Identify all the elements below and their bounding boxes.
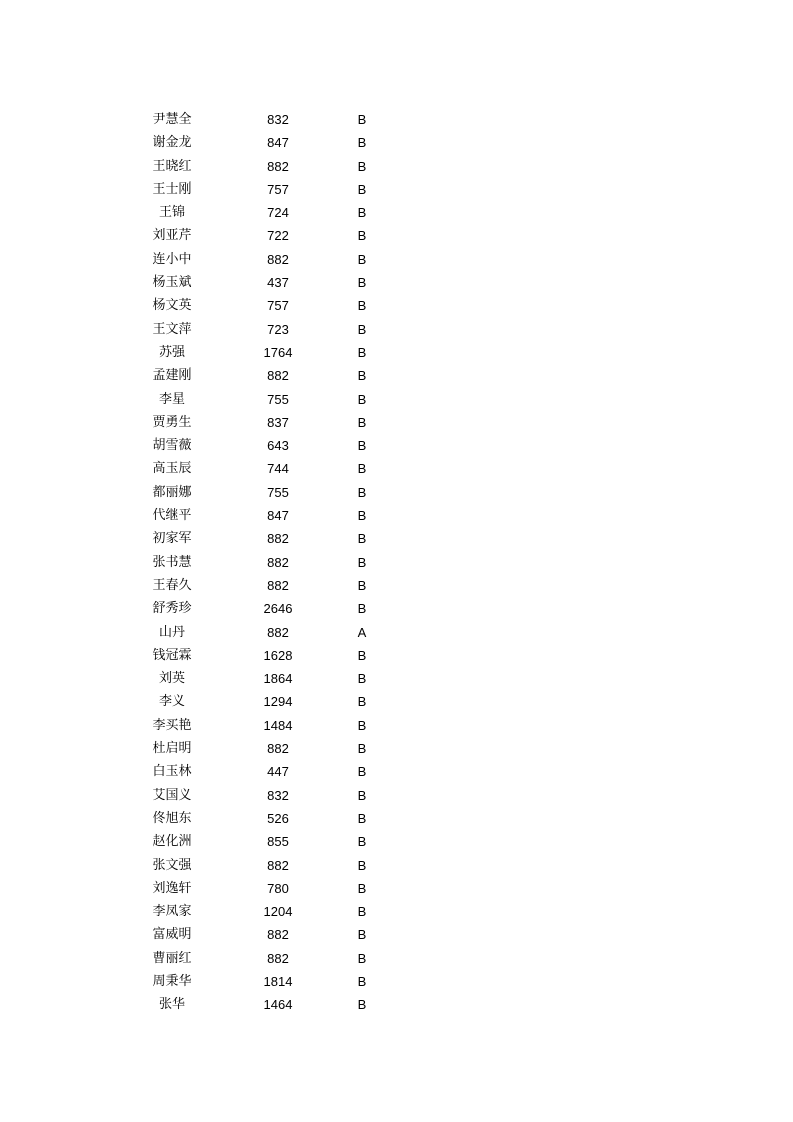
grade-cell: B [357, 694, 367, 710]
amount-cell: 723 [267, 321, 289, 337]
amount-cell: 882 [267, 927, 289, 943]
table-row [0, 923, 793, 946]
table-row [0, 597, 793, 620]
table-row [0, 667, 793, 690]
table-row [0, 364, 793, 387]
grade-cell: B [357, 647, 367, 663]
name-cell: 舒秀珍 [152, 601, 192, 617]
name-cell: 李义 [158, 694, 185, 710]
grade-cell: B [357, 997, 367, 1013]
table-row [0, 388, 793, 411]
name-cell: 曹丽红 [152, 950, 192, 966]
grade-cell: B [357, 973, 367, 989]
data-table [0, 108, 793, 1017]
amount-cell: 882 [267, 251, 289, 267]
table-row [0, 807, 793, 830]
table-row [0, 947, 793, 970]
amount-cell: 1484 [263, 717, 293, 733]
grade-cell: B [357, 880, 367, 896]
amount-cell: 882 [267, 741, 289, 757]
table-row [0, 411, 793, 434]
name-cell: 王晓红 [152, 158, 192, 174]
amount-cell: 1764 [263, 344, 293, 360]
grade-cell: B [357, 717, 367, 733]
amount-cell: 882 [267, 554, 289, 570]
grade-cell: B [357, 834, 367, 850]
amount-cell: 780 [267, 880, 289, 896]
grade-cell: B [357, 461, 367, 477]
table-row [0, 760, 793, 783]
name-cell: 佟旭东 [152, 810, 192, 826]
grade-cell: B [357, 414, 367, 430]
name-cell: 孟建刚 [152, 368, 192, 384]
table-row [0, 714, 793, 737]
amount-cell: 447 [267, 764, 289, 780]
name-cell: 贾勇生 [152, 414, 192, 430]
table-row [0, 900, 793, 923]
name-cell: 张华 [158, 997, 185, 1013]
table-row [0, 830, 793, 853]
name-cell: 刘英 [158, 671, 185, 687]
grade-cell: B [357, 484, 367, 500]
name-cell: 都丽娜 [152, 484, 192, 500]
name-cell: 杜启明 [152, 741, 192, 757]
table-row [0, 481, 793, 504]
table-row [0, 527, 793, 550]
table-row [0, 574, 793, 597]
grade-cell: B [357, 298, 367, 314]
amount-cell: 757 [267, 298, 289, 314]
table-row [0, 201, 793, 224]
table-row [0, 784, 793, 807]
grade-cell: B [357, 181, 367, 197]
amount-cell: 882 [267, 531, 289, 547]
grade-cell: B [357, 671, 367, 687]
amount-cell: 882 [267, 857, 289, 873]
grade-cell: B [357, 764, 367, 780]
amount-cell: 437 [267, 275, 289, 291]
grade-cell: B [357, 554, 367, 570]
table-row [0, 621, 793, 644]
name-cell: 杨文英 [152, 298, 192, 314]
name-cell: 刘逸轩 [152, 880, 192, 896]
table-row [0, 644, 793, 667]
name-cell: 杨玉斌 [152, 275, 192, 291]
amount-cell: 882 [267, 624, 289, 640]
grade-cell: B [357, 810, 367, 826]
amount-cell: 755 [267, 484, 289, 500]
name-cell: 白玉林 [152, 764, 192, 780]
grade-cell: B [357, 904, 367, 920]
grade-cell: B [357, 438, 367, 454]
name-cell: 周秉华 [152, 973, 192, 989]
table-row [0, 248, 793, 271]
table-row [0, 155, 793, 178]
grade-cell: B [357, 531, 367, 547]
grade-cell: B [357, 228, 367, 244]
name-cell: 王锦 [158, 205, 185, 221]
name-cell: 尹慧全 [152, 112, 192, 127]
name-cell: 艾国义 [152, 787, 192, 803]
name-cell: 富威明 [152, 927, 192, 943]
name-cell: 胡雪薇 [152, 438, 192, 454]
amount-cell: 2646 [263, 601, 293, 617]
name-cell: 连小中 [152, 251, 192, 267]
grade-cell: B [357, 391, 367, 407]
amount-cell: 744 [267, 461, 289, 477]
name-cell: 苏强 [158, 344, 185, 360]
table-row [0, 457, 793, 480]
grade-cell: B [357, 368, 367, 384]
amount-cell: 722 [267, 228, 289, 244]
amount-cell: 882 [267, 158, 289, 174]
amount-cell: 832 [267, 112, 289, 127]
amount-cell: 832 [267, 787, 289, 803]
table-row [0, 434, 793, 457]
amount-cell: 755 [267, 391, 289, 407]
grade-cell: B [357, 950, 367, 966]
name-cell: 李买艳 [152, 717, 192, 733]
table-row [0, 690, 793, 713]
amount-cell: 1204 [263, 904, 293, 920]
amount-cell: 882 [267, 368, 289, 384]
amount-cell: 757 [267, 181, 289, 197]
amount-cell: 847 [267, 508, 289, 524]
amount-cell: 1814 [263, 973, 293, 989]
grade-cell: B [357, 508, 367, 524]
table-row [0, 318, 793, 341]
name-cell: 代继平 [152, 508, 192, 524]
table-row [0, 970, 793, 993]
table-row [0, 877, 793, 900]
name-cell: 张书慧 [152, 554, 192, 570]
table-row [0, 854, 793, 877]
table-row [0, 341, 793, 364]
table-row [0, 108, 793, 131]
grade-cell: B [357, 321, 367, 337]
amount-cell: 1628 [263, 647, 293, 663]
table-row [0, 131, 793, 154]
name-cell: 赵化洲 [152, 834, 192, 850]
amount-cell: 855 [267, 834, 289, 850]
grade-cell: B [357, 927, 367, 943]
amount-cell: 882 [267, 950, 289, 966]
grade-cell: B [357, 601, 367, 617]
table-row [0, 737, 793, 760]
grade-cell: A [357, 624, 367, 640]
amount-cell: 1864 [263, 671, 293, 687]
amount-cell: 643 [267, 438, 289, 454]
table-row [0, 178, 793, 201]
amount-cell: 847 [267, 135, 289, 151]
grade-cell: B [357, 275, 367, 291]
name-cell: 李星 [158, 391, 185, 407]
grade-cell: B [357, 741, 367, 757]
grade-cell: B [357, 344, 367, 360]
name-cell: 张文强 [152, 857, 192, 873]
table-row [0, 551, 793, 574]
grade-cell: B [357, 857, 367, 873]
amount-cell: 837 [267, 414, 289, 430]
name-cell: 王士刚 [152, 181, 192, 197]
amount-cell: 724 [267, 205, 289, 221]
name-cell: 李凤家 [152, 904, 192, 920]
name-cell: 钱冠霖 [152, 647, 192, 663]
name-cell: 山丹 [158, 624, 185, 640]
name-cell: 王文萍 [152, 321, 192, 337]
grade-cell: B [357, 205, 367, 221]
grade-cell: B [357, 577, 367, 593]
amount-cell: 882 [267, 577, 289, 593]
table-row [0, 271, 793, 294]
amount-cell: 1294 [263, 694, 293, 710]
name-cell: 谢金龙 [152, 135, 192, 151]
grade-cell: B [357, 158, 367, 174]
grade-cell: B [357, 251, 367, 267]
grade-cell: B [357, 112, 367, 127]
table-row [0, 993, 793, 1016]
grade-cell: B [357, 787, 367, 803]
name-cell: 王春久 [152, 577, 192, 593]
table-row [0, 294, 793, 317]
grade-cell: B [357, 135, 367, 151]
amount-cell: 1464 [263, 997, 293, 1013]
name-cell: 初家军 [152, 531, 192, 547]
name-cell: 高玉辰 [152, 461, 192, 477]
table-row [0, 504, 793, 527]
table-row [0, 224, 793, 247]
name-cell: 刘亚芹 [152, 228, 192, 244]
amount-cell: 526 [267, 810, 289, 826]
